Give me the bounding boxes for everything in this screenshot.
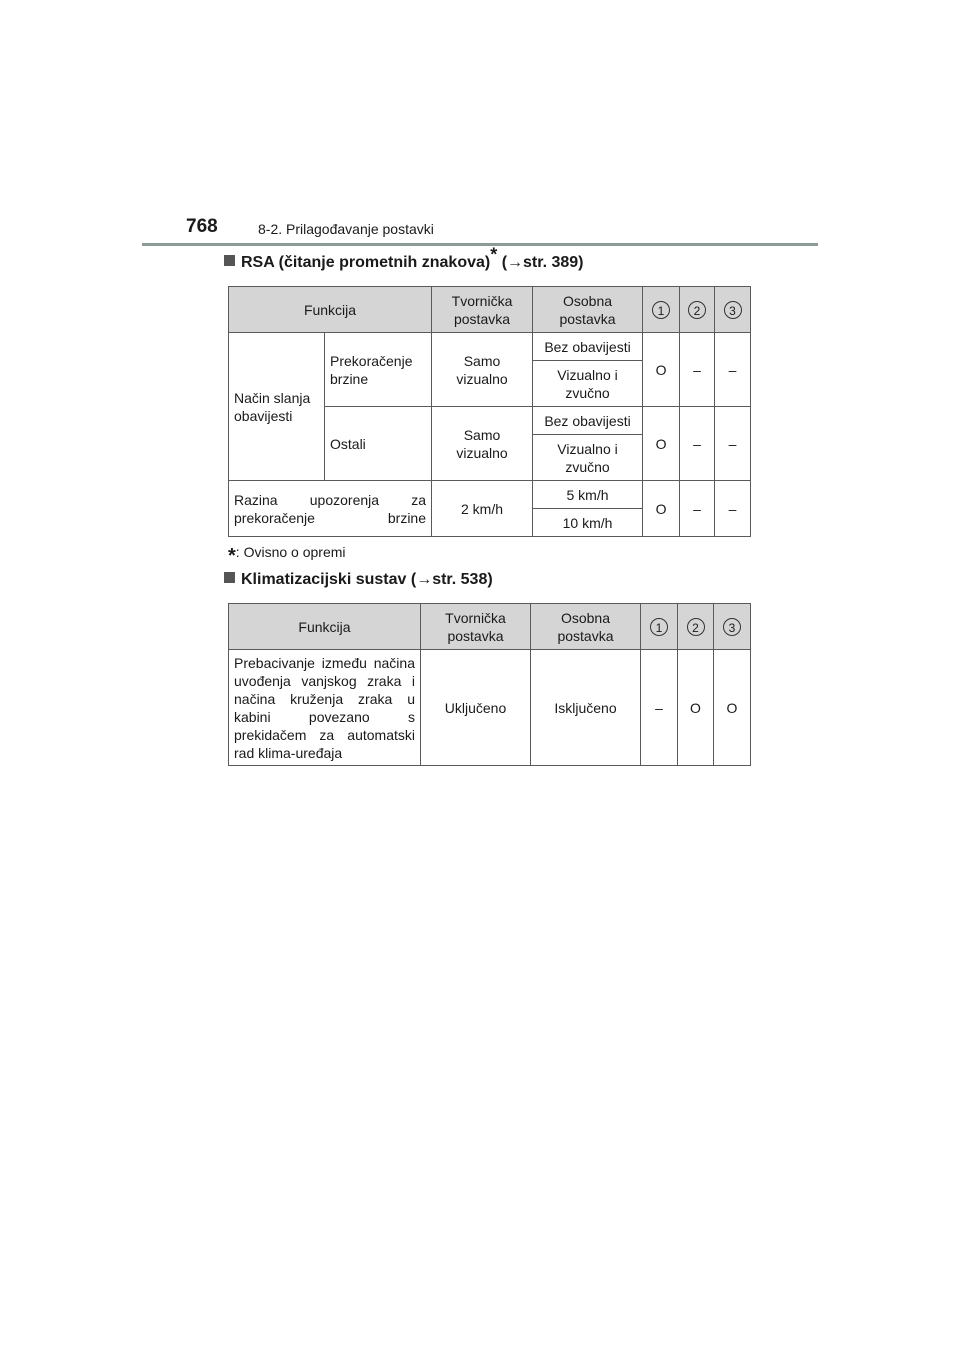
rsa-nacin-cell: Način slanja obavijesti bbox=[229, 333, 325, 481]
table-row bbox=[229, 481, 751, 509]
klima-title-text: Klimatizacijski sustav bbox=[241, 571, 407, 588]
bullet-square-icon bbox=[224, 572, 235, 583]
circled-2-icon: 2 bbox=[687, 618, 705, 636]
bullet-square-icon bbox=[224, 255, 235, 266]
rsa-prek-opt1-cell: Bez obavijesti bbox=[533, 333, 643, 361]
circled-3-icon: 3 bbox=[724, 301, 742, 319]
klima-page-ref: (→str. 538) bbox=[406, 571, 493, 588]
table-row bbox=[229, 333, 751, 361]
klima-col-3 bbox=[714, 604, 751, 650]
rsa-ost-c2-cell: – bbox=[680, 407, 715, 481]
rsa-table bbox=[228, 286, 751, 537]
klima-col-factory: Tvornička postavka bbox=[421, 604, 531, 650]
rsa-raz-c1-cell: O bbox=[643, 481, 680, 537]
klima-col-2 bbox=[678, 604, 714, 650]
klima-col-1 bbox=[641, 604, 678, 650]
rsa-ost-factory-cell: Samo vizualno bbox=[432, 407, 533, 481]
rsa-page-ref: (→str. 389) bbox=[497, 254, 584, 271]
rsa-title-star: * bbox=[490, 244, 498, 265]
klima-c3-cell: O bbox=[714, 650, 751, 766]
klima-personal-cell: Isključeno bbox=[531, 650, 641, 766]
rsa-prek-c2-cell: – bbox=[680, 333, 715, 407]
klima-col-personal: Osobna postavka bbox=[531, 604, 641, 650]
rsa-col-factory: Tvornička postavka bbox=[432, 287, 533, 333]
rsa-ostali-cell: Ostali bbox=[325, 407, 432, 481]
klima-header-row bbox=[229, 604, 751, 650]
klima-function-cell: Prebacivanje između načina uvođenja vanjskog zraka i načina kruženja zraka u kabini povezano s prekidačem za automatski rad klima-uređaja bbox=[229, 650, 421, 766]
header-rule bbox=[142, 243, 818, 246]
circled-1-icon: 1 bbox=[652, 301, 670, 319]
circled-1-icon: 1 bbox=[650, 618, 668, 636]
rsa-raz-c2-cell: – bbox=[680, 481, 715, 537]
klima-factory-cell: Uključeno bbox=[421, 650, 531, 766]
table-row bbox=[229, 650, 751, 766]
footnote-text: : Ovisno o opremi bbox=[235, 544, 346, 560]
rsa-col-personal: Osobna postavka bbox=[533, 287, 643, 333]
rsa-prek-c1-cell: O bbox=[643, 333, 680, 407]
rsa-prekoracenje-cell: Prekoračenje brzine bbox=[325, 333, 432, 407]
rsa-raz-c3-cell: – bbox=[715, 481, 751, 537]
rsa-raz-opt2-cell: 10 km/h bbox=[533, 509, 643, 537]
footnote bbox=[228, 544, 346, 568]
footnote-star: * bbox=[228, 545, 236, 567]
rsa-raz-opt1-cell: 5 km/h bbox=[533, 481, 643, 509]
rsa-col-2 bbox=[680, 287, 715, 333]
rsa-col-3 bbox=[715, 287, 751, 333]
rsa-prek-c3-cell: – bbox=[715, 333, 751, 407]
rsa-title-text: RSA (čitanje prometnih znakova) bbox=[241, 254, 491, 271]
rsa-section-title bbox=[224, 244, 584, 272]
rsa-prek-factory-cell: Samo vizualno bbox=[432, 333, 533, 407]
rsa-razina-cell: Razina upozorenja za prekoračenje brzine bbox=[229, 481, 432, 537]
rsa-ost-opt2-cell: Vizualno i zvučno bbox=[533, 435, 643, 481]
rsa-col-1 bbox=[643, 287, 680, 333]
klima-c2-cell: O bbox=[678, 650, 714, 766]
rsa-ost-c3-cell: – bbox=[715, 407, 751, 481]
rsa-ost-c1-cell: O bbox=[643, 407, 680, 481]
page-number: 768 bbox=[186, 216, 218, 237]
klima-section-title bbox=[224, 571, 493, 589]
rsa-ost-opt1-cell: Bez obavijesti bbox=[533, 407, 643, 435]
klima-col-function: Funkcija bbox=[229, 604, 421, 650]
rsa-header-row bbox=[229, 287, 751, 333]
rsa-prek-opt2-cell: Vizualno i zvučno bbox=[533, 361, 643, 407]
klima-c1-cell: – bbox=[641, 650, 678, 766]
klima-table bbox=[228, 603, 751, 766]
chapter-title: 8-2. Prilagođavanje postavki bbox=[258, 221, 434, 237]
circled-3-icon: 3 bbox=[723, 618, 741, 636]
rsa-raz-factory-cell: 2 km/h bbox=[432, 481, 533, 537]
rsa-col-function: Funkcija bbox=[229, 287, 432, 333]
circled-2-icon: 2 bbox=[688, 301, 706, 319]
